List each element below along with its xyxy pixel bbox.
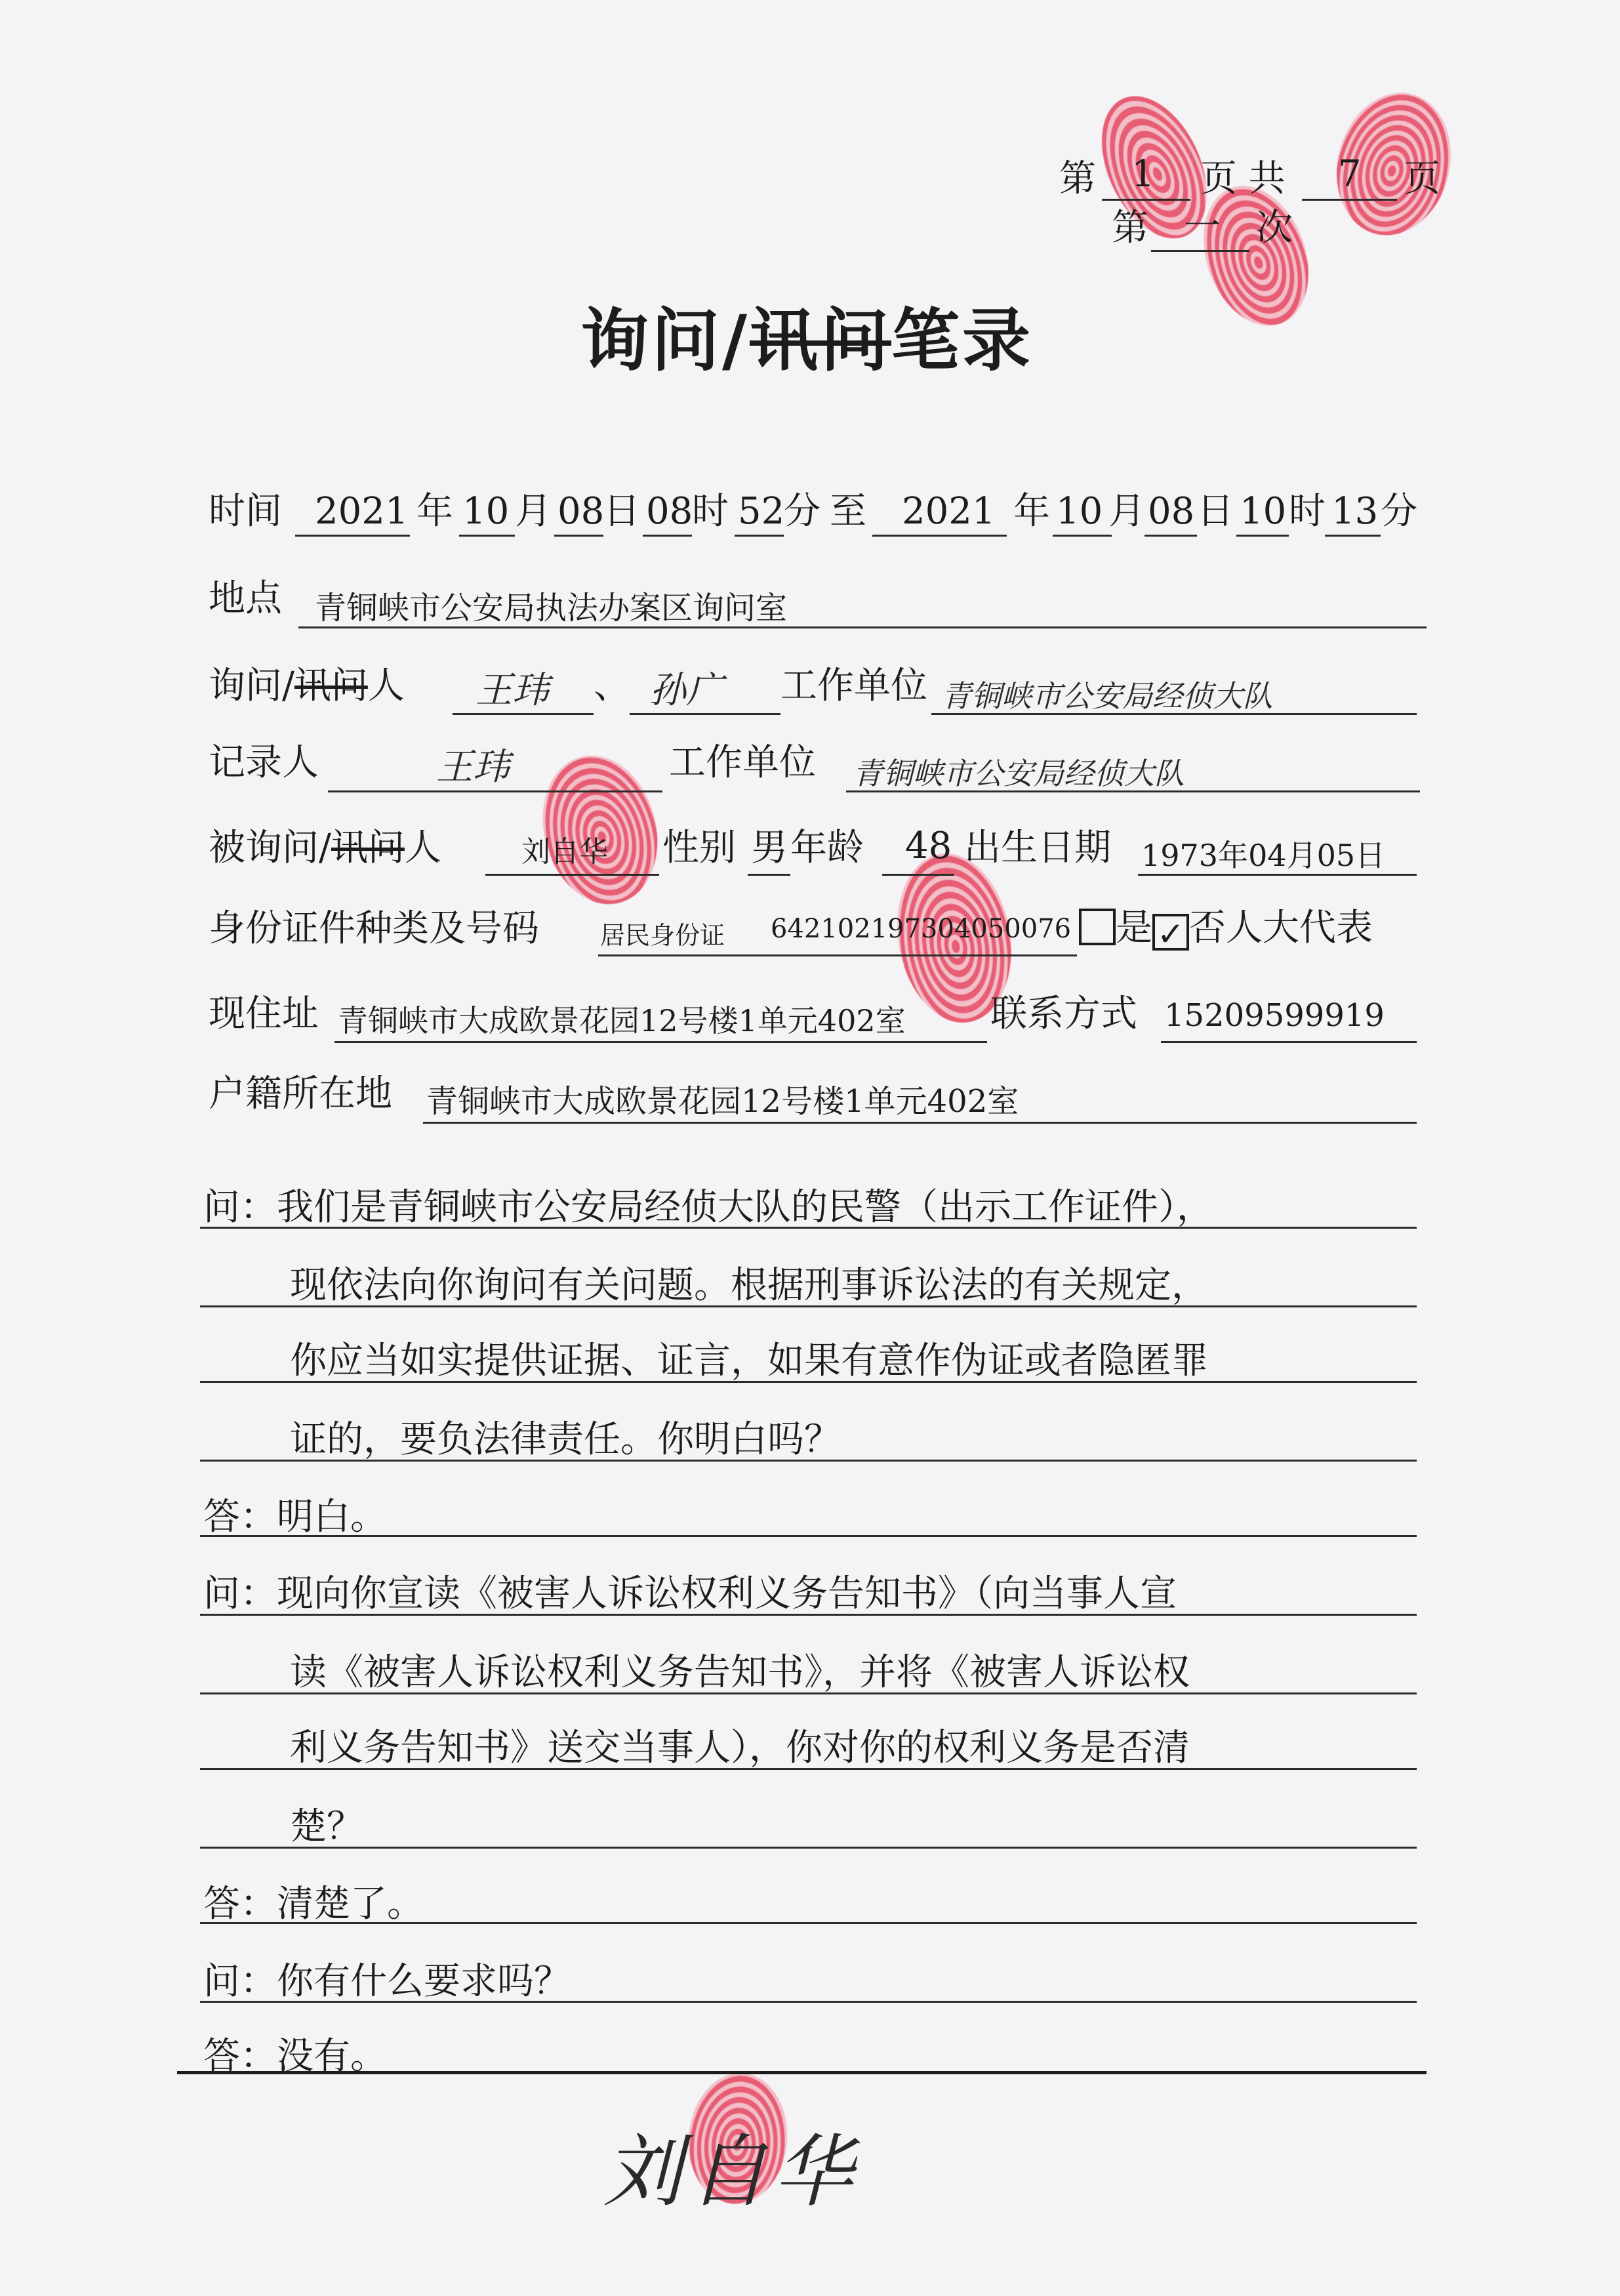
document-title: 询问/讯问笔录 [580, 300, 1034, 380]
no-label: 否人大代表 [1189, 907, 1373, 949]
time-unit: 时 [1289, 490, 1326, 533]
interviewer-label: 询问/讯问人 [209, 665, 405, 707]
time-unit: 年 [1013, 490, 1050, 533]
interviewer-name-2: 孙广 [649, 669, 723, 712]
dialog-line: 问：现向你宣读《被害人诉讼权利义务告知书》（向当事人宣 [203, 1572, 1177, 1615]
place-value: 青铜峡市公安局执法办案区询问室 [315, 590, 788, 626]
time-start-year: 2021 [315, 490, 409, 533]
page-total: 7 [1338, 153, 1362, 195]
time-label: 时间 [209, 490, 282, 533]
dialog-line: 现依法向你询问有关问题。根据刑事诉讼法的有关规定， [290, 1264, 1208, 1307]
time-end-hour: 10 [1240, 490, 1287, 533]
yes-checkbox[interactable] [1079, 909, 1116, 945]
dialog-line: 楚？ [290, 1805, 363, 1848]
time-unit: 月 [515, 490, 552, 533]
dialog-line: 问：我们是青铜峡市公安局经侦大队的民警（出示工作证件）， [203, 1186, 1213, 1229]
contact-value: 15209599919 [1164, 997, 1385, 1034]
session-number: 一 [1184, 205, 1221, 248]
dob-label: 出生日期 [964, 827, 1111, 869]
subject-signature: 刘自华 [603, 2127, 859, 2218]
time-unit: 日 [603, 490, 640, 533]
time-to: 至 [830, 490, 866, 533]
interviewer-unit-label: 工作单位 [780, 665, 927, 707]
npc-rep-options [1079, 909, 1373, 951]
time-start-month: 10 [462, 490, 510, 533]
page-number: 1 [1131, 153, 1155, 195]
subject-name: 刘自华 [521, 835, 608, 869]
time-start-minute: 52 [738, 490, 785, 533]
time-unit: 月 [1108, 490, 1145, 533]
time-unit: 分 [1381, 490, 1417, 533]
yes-label: 是 [1116, 907, 1152, 949]
hukou-label: 户籍所在地 [209, 1073, 392, 1115]
time-end-minute: 13 [1331, 490, 1379, 533]
hukou-value: 青铜峡市大成欧景花园12号楼1单元402室 [426, 1083, 1019, 1120]
page-counter-post: 页 [1404, 157, 1440, 200]
time-unit: 日 [1197, 490, 1234, 533]
id-label: 身份证件种类及号码 [209, 907, 539, 950]
id-type: 居民身份证 [600, 921, 725, 950]
time-unit: 分 [784, 490, 820, 533]
id-number: 642102197304050076 [771, 914, 1072, 944]
address-value: 青铜峡市大成欧景花园12号楼1单元402室 [338, 1003, 906, 1038]
end-rule [177, 2071, 1427, 2074]
dialog-line: 答：没有。 [203, 2035, 387, 2078]
gender-value: 男 [751, 827, 788, 869]
interviewer-name-1: 王玮 [476, 669, 549, 712]
age-value: 48 [905, 825, 952, 867]
place-label: 地点 [209, 577, 282, 620]
time-unit: 年 [416, 490, 453, 533]
time-start-day: 08 [557, 490, 605, 533]
session-label: 第 [1112, 207, 1148, 249]
interviewer-unit: 青铜峡市公安局经侦大队 [941, 678, 1273, 714]
session-label-post: 次 [1256, 207, 1293, 249]
time-unit: 时 [692, 490, 729, 533]
dialog-line: 你应当如实提供证据、证言，如果有意作伪证或者隐匿罪 [290, 1340, 1208, 1382]
page-counter-mid: 页 共 [1200, 157, 1286, 200]
time-end-day: 08 [1148, 490, 1195, 533]
page-counter: 第 [1059, 157, 1096, 200]
dialog-line: 利义务告知书》送交当事人），你对你的权利义务是否清 [290, 1727, 1190, 1769]
interviewer-separator: 、 [594, 665, 630, 707]
contact-label: 联系方式 [990, 993, 1137, 1035]
dialog-line: 答：清楚了。 [203, 1883, 424, 1925]
dialog-line: 问：你有什么要求吗？ [203, 1960, 571, 2003]
address-label: 现住址 [209, 993, 319, 1035]
no-checkbox[interactable]: ✓ [1152, 914, 1189, 951]
recorder-name: 王玮 [436, 746, 510, 789]
gender-label: 性别 [662, 827, 736, 869]
recorder-label: 记录人 [209, 741, 319, 784]
time-start-hour: 08 [646, 490, 693, 533]
dialog-line: 读《被害人诉讼权利义务告知书》，并将《被害人诉讼权 [290, 1651, 1190, 1694]
recorder-unit-label: 工作单位 [669, 741, 816, 784]
time-end-month: 10 [1056, 490, 1103, 533]
subject-label: 被询问/讯问人 [209, 827, 441, 869]
dialog-line: 答：明白。 [203, 1496, 387, 1538]
age-label: 年龄 [790, 827, 864, 869]
recorder-unit: 青铜峡市公安局经侦大队 [853, 756, 1185, 791]
dob-value: 1973年04月05日 [1141, 838, 1386, 873]
dialog-line: 证的，要负法律责任。你明白吗？ [290, 1418, 841, 1461]
time-end-year: 2021 [902, 490, 996, 533]
